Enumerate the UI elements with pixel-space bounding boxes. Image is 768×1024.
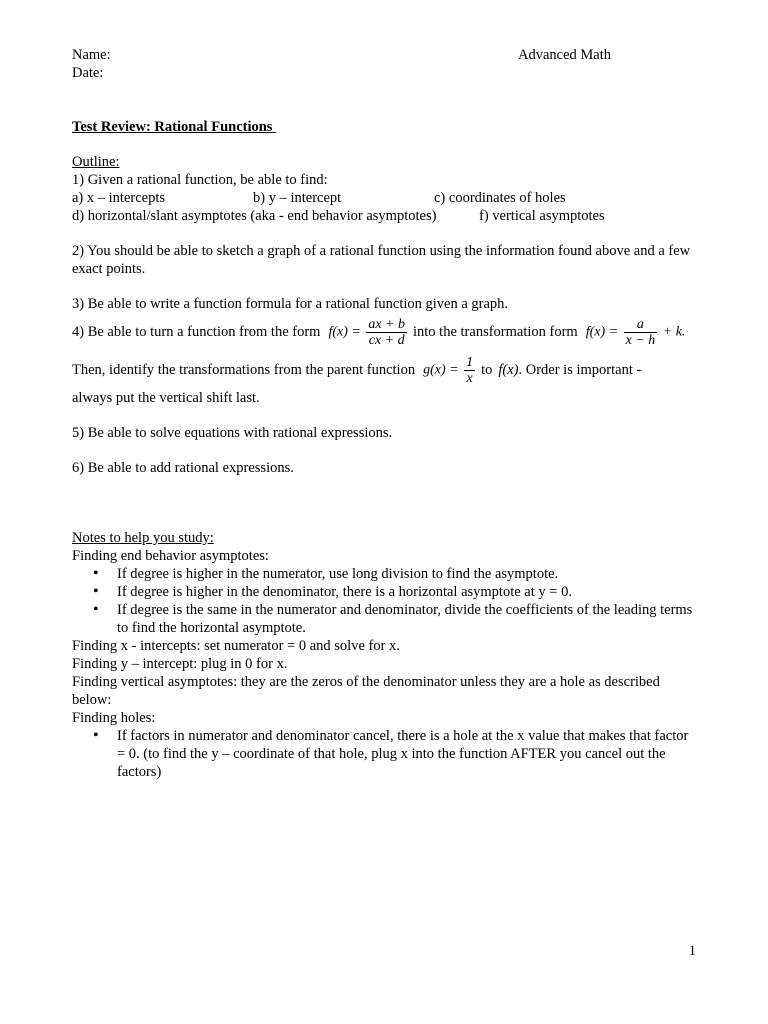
outline-item-1-df bbox=[72, 207, 696, 225]
notes-holes: Finding holes: bbox=[72, 710, 156, 726]
notes-y-intercept: Finding y – intercept: plug in 0 for x. bbox=[72, 656, 288, 672]
page-title: Test Review: Rational Functions bbox=[72, 119, 273, 135]
item-f: f) vertical asymptotes bbox=[479, 208, 605, 224]
notes-x-intercepts: Finding x - intercepts: set numerator = 0 and solve for x. bbox=[72, 638, 400, 654]
notes-end-behavior: Finding end behavior asymptotes: bbox=[72, 548, 269, 564]
list-item: • If degree is the same in the numerator and denominator, divide the coefficients of the leading terms to find the horizontal asymptote. bbox=[117, 601, 696, 637]
outline-heading: Outline: bbox=[72, 154, 120, 170]
outline-item-4-line-1 bbox=[72, 313, 696, 351]
item-d: d) horizontal/slant asymptotes (aka - end behavior asymptotes) bbox=[72, 208, 437, 224]
item-b: b) y – intercept bbox=[253, 190, 342, 206]
outline-item-2: 2) You should be able to sketch a graph of a rational function using the information found above and a few exact points. bbox=[72, 243, 691, 277]
list-item: • If factors in numerator and denominator cancel, there is a hole at the x value that makes that factor = 0. (to find the y – coordinate of that hole, plug x into the function AFTER you cancel out the factors) bbox=[117, 727, 696, 781]
item-4-text-e: . Order is important - bbox=[518, 362, 642, 378]
standard-form-formula: f(x) = $\frac{ax + b}{cx + d}$ bbox=[328, 316, 405, 348]
page-number: 1 bbox=[688, 943, 696, 959]
holes-bullets bbox=[72, 727, 696, 781]
document-page bbox=[72, 46, 696, 781]
outline-item-5: 5) Be able to solve equations with rational expressions. bbox=[72, 425, 393, 441]
fx-formula: f(x) bbox=[498, 362, 519, 378]
list-item: • If degree is higher in the denominator, there is a horizontal asymptote at y = 0. bbox=[117, 583, 696, 601]
course-title: Advanced Math bbox=[518, 47, 612, 63]
list-item: • If degree is higher in the numerator, use long division to find the asymptote. bbox=[117, 565, 696, 583]
item-4-text-a: 4) Be able to turn a function from the form bbox=[72, 324, 321, 340]
item-a: a) x – intercepts bbox=[72, 190, 166, 206]
outline-item-4-line-3: always put the vertical shift last. bbox=[72, 390, 260, 406]
item-4-text-b: into the transformation form bbox=[413, 324, 578, 340]
transformation-form-formula: f(x) = $\frac{a}{x - h}$ + k. bbox=[585, 316, 686, 348]
item-4-text-c: Then, identify the transformations from the parent function bbox=[72, 362, 416, 378]
outline-item-1-abc bbox=[72, 189, 696, 207]
name-label: Name: bbox=[72, 47, 111, 63]
header-row-1 bbox=[72, 46, 696, 64]
notes-vertical-asymptotes: Finding vertical asymptotes: they are the zeros of the denominator unless they are a hole as described below: bbox=[72, 674, 660, 708]
header-row-2 bbox=[72, 64, 696, 82]
date-label: Date: bbox=[72, 65, 104, 81]
outline-item-4-line-2 bbox=[72, 351, 696, 389]
item-c: c) coordinates of holes bbox=[434, 190, 566, 206]
outline-item-1: 1) Given a rational function, be able to find: bbox=[72, 172, 328, 188]
parent-function-formula: g(x) = $\frac{1}{x}$ bbox=[423, 354, 474, 386]
outline-item-6: 6) Be able to add rational expressions. bbox=[72, 460, 294, 476]
end-behavior-bullets bbox=[72, 565, 696, 637]
item-4-text-d: to bbox=[481, 362, 493, 378]
outline-item-3: 3) Be able to write a function formula for a rational function given a graph. bbox=[72, 296, 509, 312]
notes-heading: Notes to help you study: bbox=[72, 530, 214, 546]
